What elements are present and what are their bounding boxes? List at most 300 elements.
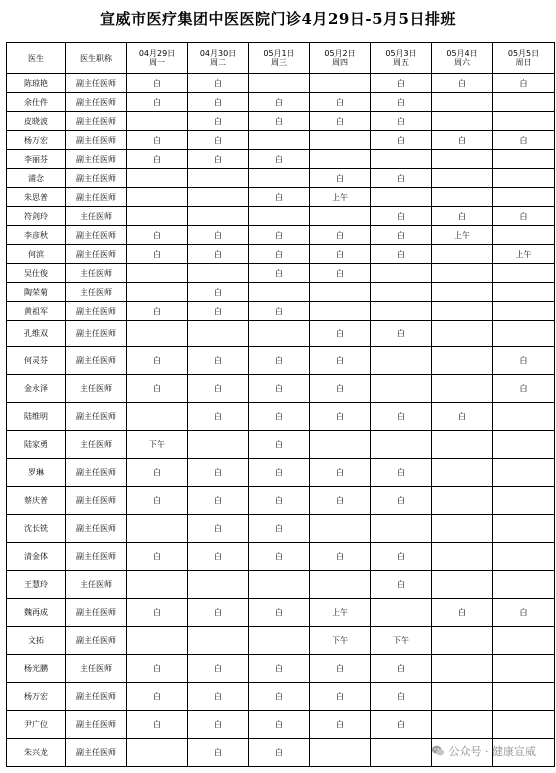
shift-cell — [432, 543, 493, 571]
doctor-name: 陆维明 — [7, 403, 66, 431]
doctor-name: 蔡庆普 — [7, 487, 66, 515]
page-title: 宣威市医疗集团中医医院门诊4月29日-5月5日排班 — [100, 10, 456, 28]
doctor-rank: 主任医师 — [66, 283, 127, 302]
shift-cell — [493, 711, 555, 739]
shift-cell: 白 — [310, 711, 371, 739]
doctor-name: 吴仕俊 — [7, 264, 66, 283]
shift-cell — [432, 431, 493, 459]
shift-cell — [371, 375, 432, 403]
shift-cell: 白 — [188, 403, 249, 431]
schedule-body — [7, 74, 555, 767]
shift-cell: 白 — [188, 226, 249, 245]
shift-cell: 上午 — [432, 226, 493, 245]
header-doctor: 医生 — [7, 43, 66, 74]
doctor-name: 浦念 — [7, 169, 66, 188]
doctor-rank: 副主任医师 — [66, 245, 127, 264]
shift-cell: 白 — [310, 112, 371, 131]
schedule-table — [6, 42, 555, 767]
doctor-name: 黄祖军 — [7, 302, 66, 321]
header-day-6 — [432, 43, 493, 74]
shift-cell — [493, 169, 555, 188]
table-row — [7, 321, 555, 347]
shift-cell: 白 — [188, 543, 249, 571]
shift-cell — [371, 283, 432, 302]
table-row — [7, 515, 555, 543]
shift-cell: 白 — [371, 459, 432, 487]
shift-cell — [371, 599, 432, 627]
doctor-name: 杨万宏 — [7, 131, 66, 150]
shift-cell — [493, 655, 555, 683]
table-row — [7, 150, 555, 169]
shift-cell: 白 — [371, 93, 432, 112]
doctor-rank: 副主任医师 — [66, 599, 127, 627]
shift-cell: 白 — [249, 347, 310, 375]
header-date: 05月4日 — [446, 49, 478, 58]
shift-cell — [249, 169, 310, 188]
table-row — [7, 283, 555, 302]
header-day-3 — [249, 43, 310, 74]
shift-cell — [127, 627, 188, 655]
doctor-name: 朱兴龙 — [7, 739, 66, 767]
shift-cell: 白 — [188, 347, 249, 375]
doctor-name: 尹广位 — [7, 711, 66, 739]
shift-cell: 白 — [127, 459, 188, 487]
table-row — [7, 245, 555, 264]
doctor-rank: 副主任医师 — [66, 487, 127, 515]
doctor-rank: 副主任医师 — [66, 112, 127, 131]
shift-cell: 白 — [310, 93, 371, 112]
shift-cell — [127, 739, 188, 767]
shift-cell — [493, 543, 555, 571]
shift-cell: 白 — [188, 302, 249, 321]
shift-cell — [493, 459, 555, 487]
shift-cell: 白 — [188, 93, 249, 112]
shift-cell: 白 — [310, 169, 371, 188]
shift-cell: 白 — [127, 487, 188, 515]
shift-cell: 白 — [432, 74, 493, 93]
header-date: 04月30日 — [199, 49, 237, 58]
doctor-rank: 副主任医师 — [66, 150, 127, 169]
shift-cell: 白 — [371, 226, 432, 245]
shift-cell — [432, 321, 493, 347]
shift-cell — [432, 459, 493, 487]
shift-cell: 白 — [493, 347, 555, 375]
shift-cell — [371, 347, 432, 375]
doctor-rank: 副主任医师 — [66, 543, 127, 571]
shift-cell — [371, 302, 432, 321]
shift-cell: 白 — [127, 655, 188, 683]
shift-cell — [432, 188, 493, 207]
shift-cell — [188, 321, 249, 347]
shift-cell: 白 — [432, 207, 493, 226]
doctor-rank: 副主任医师 — [66, 459, 127, 487]
shift-cell: 白 — [188, 459, 249, 487]
shift-cell — [493, 627, 555, 655]
doctor-rank: 副主任医师 — [66, 74, 127, 93]
shift-cell: 白 — [432, 131, 493, 150]
shift-cell: 白 — [371, 543, 432, 571]
shift-cell — [188, 169, 249, 188]
shift-cell — [432, 302, 493, 321]
header-weekday: 周五 — [393, 58, 409, 67]
doctor-rank: 主任医师 — [66, 655, 127, 683]
table-row — [7, 655, 555, 683]
shift-cell — [249, 74, 310, 93]
shift-cell — [371, 739, 432, 767]
doctor-rank: 副主任医师 — [66, 739, 127, 767]
shift-cell: 白 — [310, 245, 371, 264]
shift-cell: 白 — [188, 245, 249, 264]
shift-cell — [371, 150, 432, 169]
shift-cell: 白 — [371, 403, 432, 431]
shift-cell — [493, 403, 555, 431]
doctor-rank: 副主任医师 — [66, 226, 127, 245]
doctor-name: 金永泽 — [7, 375, 66, 403]
shift-cell: 白 — [127, 150, 188, 169]
shift-cell: 白 — [371, 655, 432, 683]
shift-cell — [493, 283, 555, 302]
shift-cell — [432, 347, 493, 375]
doctor-name: 杨光鹏 — [7, 655, 66, 683]
shift-cell: 白 — [249, 375, 310, 403]
header-day-7 — [493, 43, 555, 74]
doctor-rank: 副主任医师 — [66, 169, 127, 188]
shift-cell: 白 — [493, 74, 555, 93]
shift-cell: 白 — [188, 711, 249, 739]
table-row — [7, 302, 555, 321]
shift-cell: 白 — [249, 459, 310, 487]
header-date: 05月3日 — [385, 49, 417, 58]
shift-cell: 白 — [127, 131, 188, 150]
header-weekday: 周日 — [515, 58, 532, 67]
shift-cell — [432, 711, 493, 739]
header-day-5 — [371, 43, 432, 74]
doctor-name: 孔维双 — [7, 321, 66, 347]
shift-cell — [188, 264, 249, 283]
shift-cell — [432, 655, 493, 683]
shift-cell — [493, 487, 555, 515]
shift-cell: 白 — [371, 683, 432, 711]
shift-cell — [127, 403, 188, 431]
doctor-name: 李彦秋 — [7, 226, 66, 245]
shift-cell: 白 — [249, 487, 310, 515]
shift-cell — [493, 431, 555, 459]
shift-cell — [249, 627, 310, 655]
shift-cell: 白 — [310, 375, 371, 403]
shift-cell: 白 — [127, 93, 188, 112]
shift-cell: 白 — [371, 321, 432, 347]
header-date: 04月29日 — [138, 49, 176, 58]
table-row — [7, 431, 555, 459]
shift-cell: 白 — [249, 245, 310, 264]
shift-cell — [188, 207, 249, 226]
table-row — [7, 403, 555, 431]
shift-cell: 白 — [371, 112, 432, 131]
shift-cell — [432, 283, 493, 302]
shift-cell: 白 — [188, 683, 249, 711]
shift-cell: 白 — [310, 543, 371, 571]
shift-cell — [493, 150, 555, 169]
shift-cell: 白 — [188, 131, 249, 150]
header-weekday: 周六 — [454, 58, 470, 67]
shift-cell: 白 — [188, 150, 249, 169]
table-row — [7, 711, 555, 739]
shift-cell — [127, 571, 188, 599]
shift-cell — [249, 131, 310, 150]
shift-cell: 白 — [188, 599, 249, 627]
doctor-rank: 主任医师 — [66, 431, 127, 459]
shift-cell: 下午 — [127, 431, 188, 459]
shift-cell: 白 — [371, 207, 432, 226]
shift-cell: 白 — [249, 112, 310, 131]
table-row — [7, 264, 555, 283]
doctor-rank: 副主任医师 — [66, 683, 127, 711]
shift-cell: 白 — [310, 347, 371, 375]
shift-cell: 白 — [249, 93, 310, 112]
header-weekday: 周一 — [149, 58, 165, 67]
shift-cell — [432, 515, 493, 543]
header-date: 05月1日 — [263, 49, 295, 58]
shift-cell: 白 — [127, 302, 188, 321]
shift-cell: 白 — [310, 226, 371, 245]
doctor-name: 罗琳 — [7, 459, 66, 487]
shift-cell: 下午 — [371, 627, 432, 655]
shift-cell: 白 — [493, 207, 555, 226]
shift-cell: 白 — [127, 347, 188, 375]
shift-cell: 白 — [249, 515, 310, 543]
table-row — [7, 131, 555, 150]
shift-cell: 白 — [127, 375, 188, 403]
shift-cell — [310, 207, 371, 226]
shift-cell — [432, 245, 493, 264]
table-row — [7, 571, 555, 599]
table-row — [7, 599, 555, 627]
header-weekday: 周二 — [210, 58, 226, 67]
doctor-name: 陶荣菊 — [7, 283, 66, 302]
shift-cell — [371, 188, 432, 207]
shift-cell — [188, 431, 249, 459]
doctor-rank: 主任医师 — [66, 264, 127, 283]
header-day-4 — [310, 43, 371, 74]
shift-cell — [493, 683, 555, 711]
doctor-rank: 副主任医师 — [66, 302, 127, 321]
shift-cell — [493, 188, 555, 207]
header-day-1 — [127, 43, 188, 74]
shift-cell: 上午 — [310, 599, 371, 627]
shift-cell — [493, 93, 555, 112]
doctor-name: 沈长铣 — [7, 515, 66, 543]
shift-cell: 白 — [310, 487, 371, 515]
header-day-2 — [188, 43, 249, 74]
doctor-name: 何滨 — [7, 245, 66, 264]
table-row — [7, 375, 555, 403]
shift-cell: 上午 — [310, 188, 371, 207]
shift-cell: 白 — [188, 739, 249, 767]
table-row — [7, 207, 555, 226]
shift-cell — [188, 188, 249, 207]
shift-cell: 白 — [127, 599, 188, 627]
shift-cell: 白 — [371, 169, 432, 188]
shift-cell — [127, 188, 188, 207]
shift-cell — [493, 226, 555, 245]
shift-cell — [432, 150, 493, 169]
shift-cell: 白 — [127, 683, 188, 711]
doctor-name: 魏再成 — [7, 599, 66, 627]
shift-cell: 白 — [371, 74, 432, 93]
shift-cell: 白 — [371, 571, 432, 599]
shift-cell — [432, 112, 493, 131]
shift-cell: 白 — [310, 321, 371, 347]
shift-cell: 白 — [371, 245, 432, 264]
doctor-rank: 副主任医师 — [66, 515, 127, 543]
shift-cell — [249, 571, 310, 599]
shift-cell — [493, 302, 555, 321]
shift-cell — [127, 283, 188, 302]
shift-cell — [493, 321, 555, 347]
shift-cell: 白 — [249, 683, 310, 711]
shift-cell: 白 — [493, 131, 555, 150]
shift-cell — [432, 264, 493, 283]
shift-cell — [310, 74, 371, 93]
shift-cell: 白 — [188, 655, 249, 683]
shift-cell — [127, 207, 188, 226]
shift-cell — [432, 93, 493, 112]
shift-cell — [188, 571, 249, 599]
shift-cell — [371, 264, 432, 283]
doctor-name: 清金体 — [7, 543, 66, 571]
table-row — [7, 543, 555, 571]
table-row — [7, 112, 555, 131]
header-date: 05月2日 — [324, 49, 356, 58]
shift-cell — [249, 321, 310, 347]
shift-cell: 白 — [310, 403, 371, 431]
shift-cell: 白 — [249, 264, 310, 283]
doctor-name: 杨万宏 — [7, 683, 66, 711]
shift-cell: 白 — [493, 599, 555, 627]
doctor-name: 王慧玲 — [7, 571, 66, 599]
doctor-rank: 主任医师 — [66, 375, 127, 403]
shift-cell — [493, 571, 555, 599]
shift-cell — [310, 302, 371, 321]
shift-cell: 白 — [188, 375, 249, 403]
shift-cell — [493, 264, 555, 283]
wechat-icon — [431, 744, 445, 758]
doctor-name: 陈琼艳 — [7, 74, 66, 93]
shift-cell: 白 — [188, 515, 249, 543]
doctor-rank: 副主任医师 — [66, 347, 127, 375]
shift-cell: 白 — [249, 711, 310, 739]
doctor-name: 余仕件 — [7, 93, 66, 112]
table-row — [7, 487, 555, 515]
shift-cell: 白 — [188, 283, 249, 302]
doctor-name: 文拓 — [7, 627, 66, 655]
shift-cell: 白 — [249, 655, 310, 683]
doctor-name: 何灵芬 — [7, 347, 66, 375]
shift-cell: 白 — [432, 599, 493, 627]
shift-cell — [310, 515, 371, 543]
doctor-rank: 副主任医师 — [66, 188, 127, 207]
doctor-name: 皮晓波 — [7, 112, 66, 131]
shift-cell — [310, 571, 371, 599]
shift-cell: 上午 — [493, 245, 555, 264]
watermark — [431, 743, 537, 759]
shift-cell — [127, 321, 188, 347]
doctor-rank: 副主任医师 — [66, 711, 127, 739]
shift-cell — [371, 515, 432, 543]
doctor-name: 陆家勇 — [7, 431, 66, 459]
watermark-text: 公众号 · 健康宣威 — [448, 745, 536, 758]
table-row — [7, 169, 555, 188]
doctor-rank: 副主任医师 — [66, 131, 127, 150]
doctor-rank: 副主任医师 — [66, 321, 127, 347]
shift-cell: 白 — [493, 375, 555, 403]
shift-cell: 白 — [127, 74, 188, 93]
shift-cell — [127, 169, 188, 188]
table-row — [7, 347, 555, 375]
shift-cell: 白 — [371, 487, 432, 515]
shift-cell: 白 — [371, 711, 432, 739]
doctor-rank: 副主任医师 — [66, 93, 127, 112]
header-weekday: 周三 — [271, 58, 287, 67]
shift-cell: 白 — [249, 226, 310, 245]
shift-cell: 白 — [127, 226, 188, 245]
shift-cell: 白 — [249, 543, 310, 571]
shift-cell — [432, 627, 493, 655]
doctor-name: 符剑玲 — [7, 207, 66, 226]
shift-cell: 白 — [188, 74, 249, 93]
doctor-rank: 副主任医师 — [66, 403, 127, 431]
shift-cell — [493, 112, 555, 131]
doctor-name: 李丽芬 — [7, 150, 66, 169]
header-weekday: 周四 — [332, 58, 348, 67]
shift-cell: 白 — [249, 302, 310, 321]
shift-cell: 白 — [310, 655, 371, 683]
table-row — [7, 93, 555, 112]
shift-cell: 白 — [249, 150, 310, 169]
shift-cell: 白 — [188, 112, 249, 131]
shift-cell — [249, 207, 310, 226]
table-row — [7, 226, 555, 245]
shift-cell — [493, 515, 555, 543]
shift-cell: 白 — [249, 739, 310, 767]
table-row — [7, 627, 555, 655]
shift-cell: 白 — [249, 188, 310, 207]
shift-cell — [310, 150, 371, 169]
shift-cell: 白 — [371, 131, 432, 150]
shift-cell: 白 — [249, 599, 310, 627]
shift-cell: 下午 — [310, 627, 371, 655]
shift-cell: 白 — [310, 264, 371, 283]
shift-cell — [127, 112, 188, 131]
table-row — [7, 459, 555, 487]
shift-cell: 白 — [127, 245, 188, 264]
shift-cell — [310, 131, 371, 150]
header-rank: 医生职称 — [66, 43, 127, 74]
shift-cell — [310, 283, 371, 302]
shift-cell — [371, 431, 432, 459]
table-row — [7, 683, 555, 711]
shift-cell — [188, 627, 249, 655]
shift-cell — [432, 571, 493, 599]
shift-cell — [127, 515, 188, 543]
shift-cell: 白 — [249, 431, 310, 459]
shift-cell — [432, 375, 493, 403]
shift-cell — [249, 283, 310, 302]
shift-cell — [310, 739, 371, 767]
table-row — [7, 74, 555, 93]
table-row — [7, 188, 555, 207]
shift-cell — [432, 169, 493, 188]
